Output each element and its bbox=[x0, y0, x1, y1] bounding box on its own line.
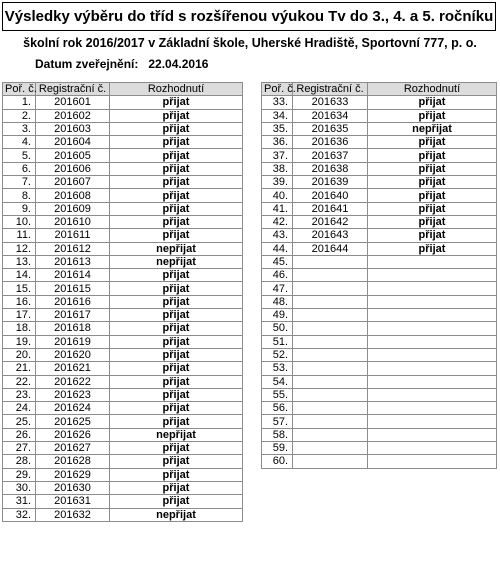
table-row bbox=[262, 388, 497, 401]
decision-cell: přijat bbox=[110, 375, 243, 388]
column-header-order: Poř. č. bbox=[3, 83, 36, 96]
decision-cell bbox=[368, 335, 497, 348]
order-cell: 4. bbox=[3, 136, 36, 149]
table-row bbox=[262, 229, 497, 242]
order-cell: 50. bbox=[262, 322, 293, 335]
table-row bbox=[3, 335, 243, 348]
table-row bbox=[262, 309, 497, 322]
order-cell: 44. bbox=[262, 242, 293, 255]
decision-cell bbox=[368, 309, 497, 322]
order-cell: 19. bbox=[3, 335, 36, 348]
decision-cell bbox=[368, 362, 497, 375]
registration-cell bbox=[293, 362, 368, 375]
registration-cell bbox=[293, 295, 368, 308]
decision-cell: přijat bbox=[368, 215, 497, 228]
table-row bbox=[262, 176, 497, 189]
order-cell: 21. bbox=[3, 362, 36, 375]
registration-cell bbox=[293, 269, 368, 282]
decision-cell: přijat bbox=[110, 442, 243, 455]
order-cell: 23. bbox=[3, 388, 36, 401]
order-cell: 42. bbox=[262, 215, 293, 228]
table-row bbox=[3, 215, 243, 228]
registration-cell: 201617 bbox=[36, 309, 110, 322]
registration-cell: 201642 bbox=[293, 215, 368, 228]
order-cell: 9. bbox=[3, 202, 36, 215]
registration-cell: 201602 bbox=[36, 109, 110, 122]
table-row bbox=[3, 202, 243, 215]
decision-cell: přijat bbox=[110, 468, 243, 481]
registration-cell: 201625 bbox=[36, 415, 110, 428]
table-row bbox=[3, 455, 243, 468]
decision-cell: přijat bbox=[368, 176, 497, 189]
table-row bbox=[262, 215, 497, 228]
order-cell: 55. bbox=[262, 388, 293, 401]
decision-cell: přijat bbox=[110, 149, 243, 162]
order-cell: 6. bbox=[3, 162, 36, 175]
order-cell: 56. bbox=[262, 402, 293, 415]
decision-cell bbox=[368, 295, 497, 308]
decision-cell: nepřijat bbox=[110, 255, 243, 268]
order-cell: 38. bbox=[262, 162, 293, 175]
table-row bbox=[262, 375, 497, 388]
order-cell: 34. bbox=[262, 109, 293, 122]
table-row bbox=[3, 468, 243, 481]
registration-cell: 201633 bbox=[293, 96, 368, 109]
order-cell: 59. bbox=[262, 442, 293, 455]
table-row bbox=[3, 322, 243, 335]
order-cell: 37. bbox=[262, 149, 293, 162]
order-cell: 41. bbox=[262, 202, 293, 215]
table-header-row bbox=[3, 83, 243, 96]
order-cell: 16. bbox=[3, 295, 36, 308]
table-row bbox=[262, 442, 497, 455]
table-row bbox=[3, 96, 243, 109]
decision-cell: přijat bbox=[110, 176, 243, 189]
table-row bbox=[3, 242, 243, 255]
table-row bbox=[262, 455, 497, 468]
date-value: 22.04.2016 bbox=[148, 57, 209, 71]
order-cell: 58. bbox=[262, 428, 293, 441]
registration-cell bbox=[293, 348, 368, 361]
decision-cell: přijat bbox=[368, 136, 497, 149]
registration-cell: 201638 bbox=[293, 162, 368, 175]
table-row bbox=[3, 481, 243, 494]
registration-cell: 201611 bbox=[36, 229, 110, 242]
page-title: Výsledky výběru do tříd s rozšířenou výukou Tv do 3., 4. a 5. ročníku bbox=[4, 8, 494, 25]
table-row bbox=[3, 508, 243, 521]
order-cell: 54. bbox=[262, 375, 293, 388]
order-cell: 30. bbox=[3, 481, 36, 494]
registration-cell: 201622 bbox=[36, 375, 110, 388]
order-cell: 57. bbox=[262, 415, 293, 428]
decision-cell bbox=[368, 428, 497, 441]
registration-cell: 201644 bbox=[293, 242, 368, 255]
order-cell: 36. bbox=[262, 136, 293, 149]
decision-cell bbox=[368, 402, 497, 415]
table-row bbox=[3, 109, 243, 122]
table-row bbox=[262, 322, 497, 335]
order-cell: 28. bbox=[3, 455, 36, 468]
date-label: Datum zveřejnění: bbox=[35, 57, 139, 71]
results-body-left bbox=[3, 96, 243, 522]
registration-cell: 201626 bbox=[36, 428, 110, 441]
registration-cell: 201636 bbox=[293, 136, 368, 149]
order-cell: 18. bbox=[3, 322, 36, 335]
page-title-box bbox=[2, 2, 496, 31]
table-row bbox=[3, 136, 243, 149]
registration-cell: 201627 bbox=[36, 442, 110, 455]
table-row bbox=[3, 122, 243, 135]
publication-date-row bbox=[35, 54, 208, 74]
order-cell: 26. bbox=[3, 428, 36, 441]
registration-cell: 201624 bbox=[36, 402, 110, 415]
registration-cell: 201619 bbox=[36, 335, 110, 348]
table-row bbox=[3, 269, 243, 282]
order-cell: 15. bbox=[3, 282, 36, 295]
decision-cell: přijat bbox=[368, 96, 497, 109]
decision-cell: přijat bbox=[110, 388, 243, 401]
registration-cell: 201603 bbox=[36, 122, 110, 135]
table-row bbox=[3, 428, 243, 441]
decision-cell: přijat bbox=[110, 229, 243, 242]
decision-cell: přijat bbox=[110, 122, 243, 135]
registration-cell bbox=[293, 415, 368, 428]
registration-cell: 201632 bbox=[36, 508, 110, 521]
registration-cell: 201641 bbox=[293, 202, 368, 215]
table-row bbox=[262, 202, 497, 215]
table-row bbox=[3, 375, 243, 388]
table-row bbox=[262, 282, 497, 295]
order-cell: 29. bbox=[3, 468, 36, 481]
column-header-decision: Rozhodnutí bbox=[368, 83, 497, 96]
table-row bbox=[3, 229, 243, 242]
table-row bbox=[3, 348, 243, 361]
order-cell: 53. bbox=[262, 362, 293, 375]
table-row bbox=[3, 282, 243, 295]
table-row bbox=[262, 415, 497, 428]
decision-cell: přijat bbox=[110, 202, 243, 215]
table-row bbox=[3, 149, 243, 162]
table-row bbox=[3, 415, 243, 428]
registration-cell bbox=[293, 375, 368, 388]
registration-cell bbox=[293, 442, 368, 455]
order-cell: 12. bbox=[3, 242, 36, 255]
decision-cell bbox=[368, 282, 497, 295]
decision-cell bbox=[368, 322, 497, 335]
order-cell: 7. bbox=[3, 176, 36, 189]
table-row bbox=[3, 495, 243, 508]
decision-cell: přijat bbox=[110, 481, 243, 494]
order-cell: 11. bbox=[3, 229, 36, 242]
decision-cell: přijat bbox=[110, 269, 243, 282]
order-cell: 2. bbox=[3, 109, 36, 122]
decision-cell bbox=[368, 442, 497, 455]
table-header-row bbox=[262, 83, 497, 96]
registration-cell: 201607 bbox=[36, 176, 110, 189]
order-cell: 5. bbox=[3, 149, 36, 162]
table-row bbox=[3, 176, 243, 189]
decision-cell: přijat bbox=[110, 455, 243, 468]
decision-cell bbox=[368, 255, 497, 268]
registration-cell bbox=[293, 335, 368, 348]
order-cell: 48. bbox=[262, 295, 293, 308]
registration-cell bbox=[293, 282, 368, 295]
decision-cell: přijat bbox=[368, 109, 497, 122]
decision-cell bbox=[368, 348, 497, 361]
registration-cell: 201637 bbox=[293, 149, 368, 162]
registration-cell bbox=[293, 402, 368, 415]
table-row bbox=[262, 162, 497, 175]
registration-cell: 201631 bbox=[36, 495, 110, 508]
registration-cell: 201614 bbox=[36, 269, 110, 282]
registration-cell: 201612 bbox=[36, 242, 110, 255]
order-cell: 20. bbox=[3, 348, 36, 361]
registration-cell bbox=[293, 322, 368, 335]
order-cell: 1. bbox=[3, 96, 36, 109]
results-body-right bbox=[262, 96, 497, 468]
registration-cell: 201606 bbox=[36, 162, 110, 175]
registration-cell: 201629 bbox=[36, 468, 110, 481]
order-cell: 49. bbox=[262, 309, 293, 322]
order-cell: 33. bbox=[262, 96, 293, 109]
table-row bbox=[262, 136, 497, 149]
order-cell: 43. bbox=[262, 229, 293, 242]
registration-cell: 201616 bbox=[36, 295, 110, 308]
table-row bbox=[262, 402, 497, 415]
decision-cell: přijat bbox=[110, 162, 243, 175]
decision-cell: přijat bbox=[110, 189, 243, 202]
table-row bbox=[262, 335, 497, 348]
order-cell: 31. bbox=[3, 495, 36, 508]
table-row bbox=[262, 269, 497, 282]
registration-cell bbox=[293, 388, 368, 401]
decision-cell: přijat bbox=[368, 229, 497, 242]
decision-cell: přijat bbox=[368, 202, 497, 215]
decision-cell: přijat bbox=[110, 215, 243, 228]
decision-cell: přijat bbox=[110, 109, 243, 122]
results-table-left bbox=[2, 82, 243, 522]
decision-cell: přijat bbox=[110, 415, 243, 428]
registration-cell: 201634 bbox=[293, 109, 368, 122]
school-year-line: školní rok 2016/2017 v Základní škole, Uherské Hradiště, Sportovní 777, p. o. bbox=[23, 35, 477, 50]
column-header-registration: Registrační č. bbox=[36, 83, 110, 96]
decision-cell: přijat bbox=[110, 96, 243, 109]
decision-cell: přijat bbox=[368, 189, 497, 202]
results-table-right bbox=[261, 82, 497, 469]
table-row bbox=[3, 388, 243, 401]
decision-cell: přijat bbox=[110, 282, 243, 295]
table-row bbox=[262, 295, 497, 308]
column-header-decision: Rozhodnutí bbox=[110, 83, 243, 96]
decision-cell bbox=[368, 415, 497, 428]
table-row bbox=[262, 122, 497, 135]
registration-cell: 201640 bbox=[293, 189, 368, 202]
table-row bbox=[262, 109, 497, 122]
registration-cell: 201604 bbox=[36, 136, 110, 149]
order-cell: 47. bbox=[262, 282, 293, 295]
registration-cell: 201643 bbox=[293, 229, 368, 242]
decision-cell: přijat bbox=[110, 348, 243, 361]
table-row bbox=[262, 96, 497, 109]
registration-cell: 201609 bbox=[36, 202, 110, 215]
order-cell: 39. bbox=[262, 176, 293, 189]
table-row bbox=[262, 255, 497, 268]
decision-cell: nepřijat bbox=[110, 508, 243, 521]
registration-cell: 201621 bbox=[36, 362, 110, 375]
decision-cell: přijat bbox=[110, 362, 243, 375]
order-cell: 51. bbox=[262, 335, 293, 348]
table-row bbox=[3, 402, 243, 415]
decision-cell: přijat bbox=[110, 309, 243, 322]
order-cell: 22. bbox=[3, 375, 36, 388]
order-cell: 60. bbox=[262, 455, 293, 468]
decision-cell bbox=[368, 388, 497, 401]
decision-cell: nepřijat bbox=[110, 242, 243, 255]
decision-cell: přijat bbox=[110, 322, 243, 335]
order-cell: 3. bbox=[3, 122, 36, 135]
registration-cell bbox=[293, 255, 368, 268]
registration-cell bbox=[293, 309, 368, 322]
order-cell: 45. bbox=[262, 255, 293, 268]
decision-cell bbox=[368, 455, 497, 468]
registration-cell bbox=[293, 428, 368, 441]
registration-cell: 201628 bbox=[36, 455, 110, 468]
table-row bbox=[3, 162, 243, 175]
registration-cell: 201630 bbox=[36, 481, 110, 494]
decision-cell: přijat bbox=[368, 242, 497, 255]
decision-cell: nepřijat bbox=[110, 428, 243, 441]
order-cell: 10. bbox=[3, 215, 36, 228]
decision-cell: přijat bbox=[110, 402, 243, 415]
registration-cell: 201613 bbox=[36, 255, 110, 268]
table-row bbox=[262, 348, 497, 361]
registration-cell: 201615 bbox=[36, 282, 110, 295]
order-cell: 27. bbox=[3, 442, 36, 455]
order-cell: 8. bbox=[3, 189, 36, 202]
registration-cell: 201639 bbox=[293, 176, 368, 189]
registration-cell: 201618 bbox=[36, 322, 110, 335]
decision-cell: přijat bbox=[110, 136, 243, 149]
registration-cell: 201601 bbox=[36, 96, 110, 109]
decision-cell bbox=[368, 375, 497, 388]
table-row bbox=[262, 189, 497, 202]
order-cell: 52. bbox=[262, 348, 293, 361]
table-row bbox=[262, 242, 497, 255]
order-cell: 25. bbox=[3, 415, 36, 428]
table-row bbox=[3, 255, 243, 268]
registration-cell: 201623 bbox=[36, 388, 110, 401]
registration-cell: 201608 bbox=[36, 189, 110, 202]
column-header-registration: Registrační č. bbox=[293, 83, 368, 96]
table-row bbox=[3, 442, 243, 455]
order-cell: 46. bbox=[262, 269, 293, 282]
registration-cell: 201635 bbox=[293, 122, 368, 135]
table-row bbox=[262, 149, 497, 162]
order-cell: 24. bbox=[3, 402, 36, 415]
decision-cell: přijat bbox=[110, 495, 243, 508]
registration-cell: 201620 bbox=[36, 348, 110, 361]
decision-cell: přijat bbox=[110, 295, 243, 308]
order-cell: 17. bbox=[3, 309, 36, 322]
order-cell: 13. bbox=[3, 255, 36, 268]
order-cell: 35. bbox=[262, 122, 293, 135]
decision-cell: přijat bbox=[368, 162, 497, 175]
table-row bbox=[3, 362, 243, 375]
decision-cell: nepřijat bbox=[368, 122, 497, 135]
order-cell: 32. bbox=[3, 508, 36, 521]
table-row bbox=[262, 428, 497, 441]
decision-cell: přijat bbox=[110, 335, 243, 348]
order-cell: 40. bbox=[262, 189, 293, 202]
registration-cell: 201610 bbox=[36, 215, 110, 228]
registration-cell: 201605 bbox=[36, 149, 110, 162]
table-row bbox=[262, 362, 497, 375]
table-row bbox=[3, 309, 243, 322]
order-cell: 14. bbox=[3, 269, 36, 282]
table-row bbox=[3, 189, 243, 202]
decision-cell bbox=[368, 269, 497, 282]
column-header-order: Poř. č. bbox=[262, 83, 293, 96]
table-row bbox=[3, 295, 243, 308]
decision-cell: přijat bbox=[368, 149, 497, 162]
registration-cell bbox=[293, 455, 368, 468]
